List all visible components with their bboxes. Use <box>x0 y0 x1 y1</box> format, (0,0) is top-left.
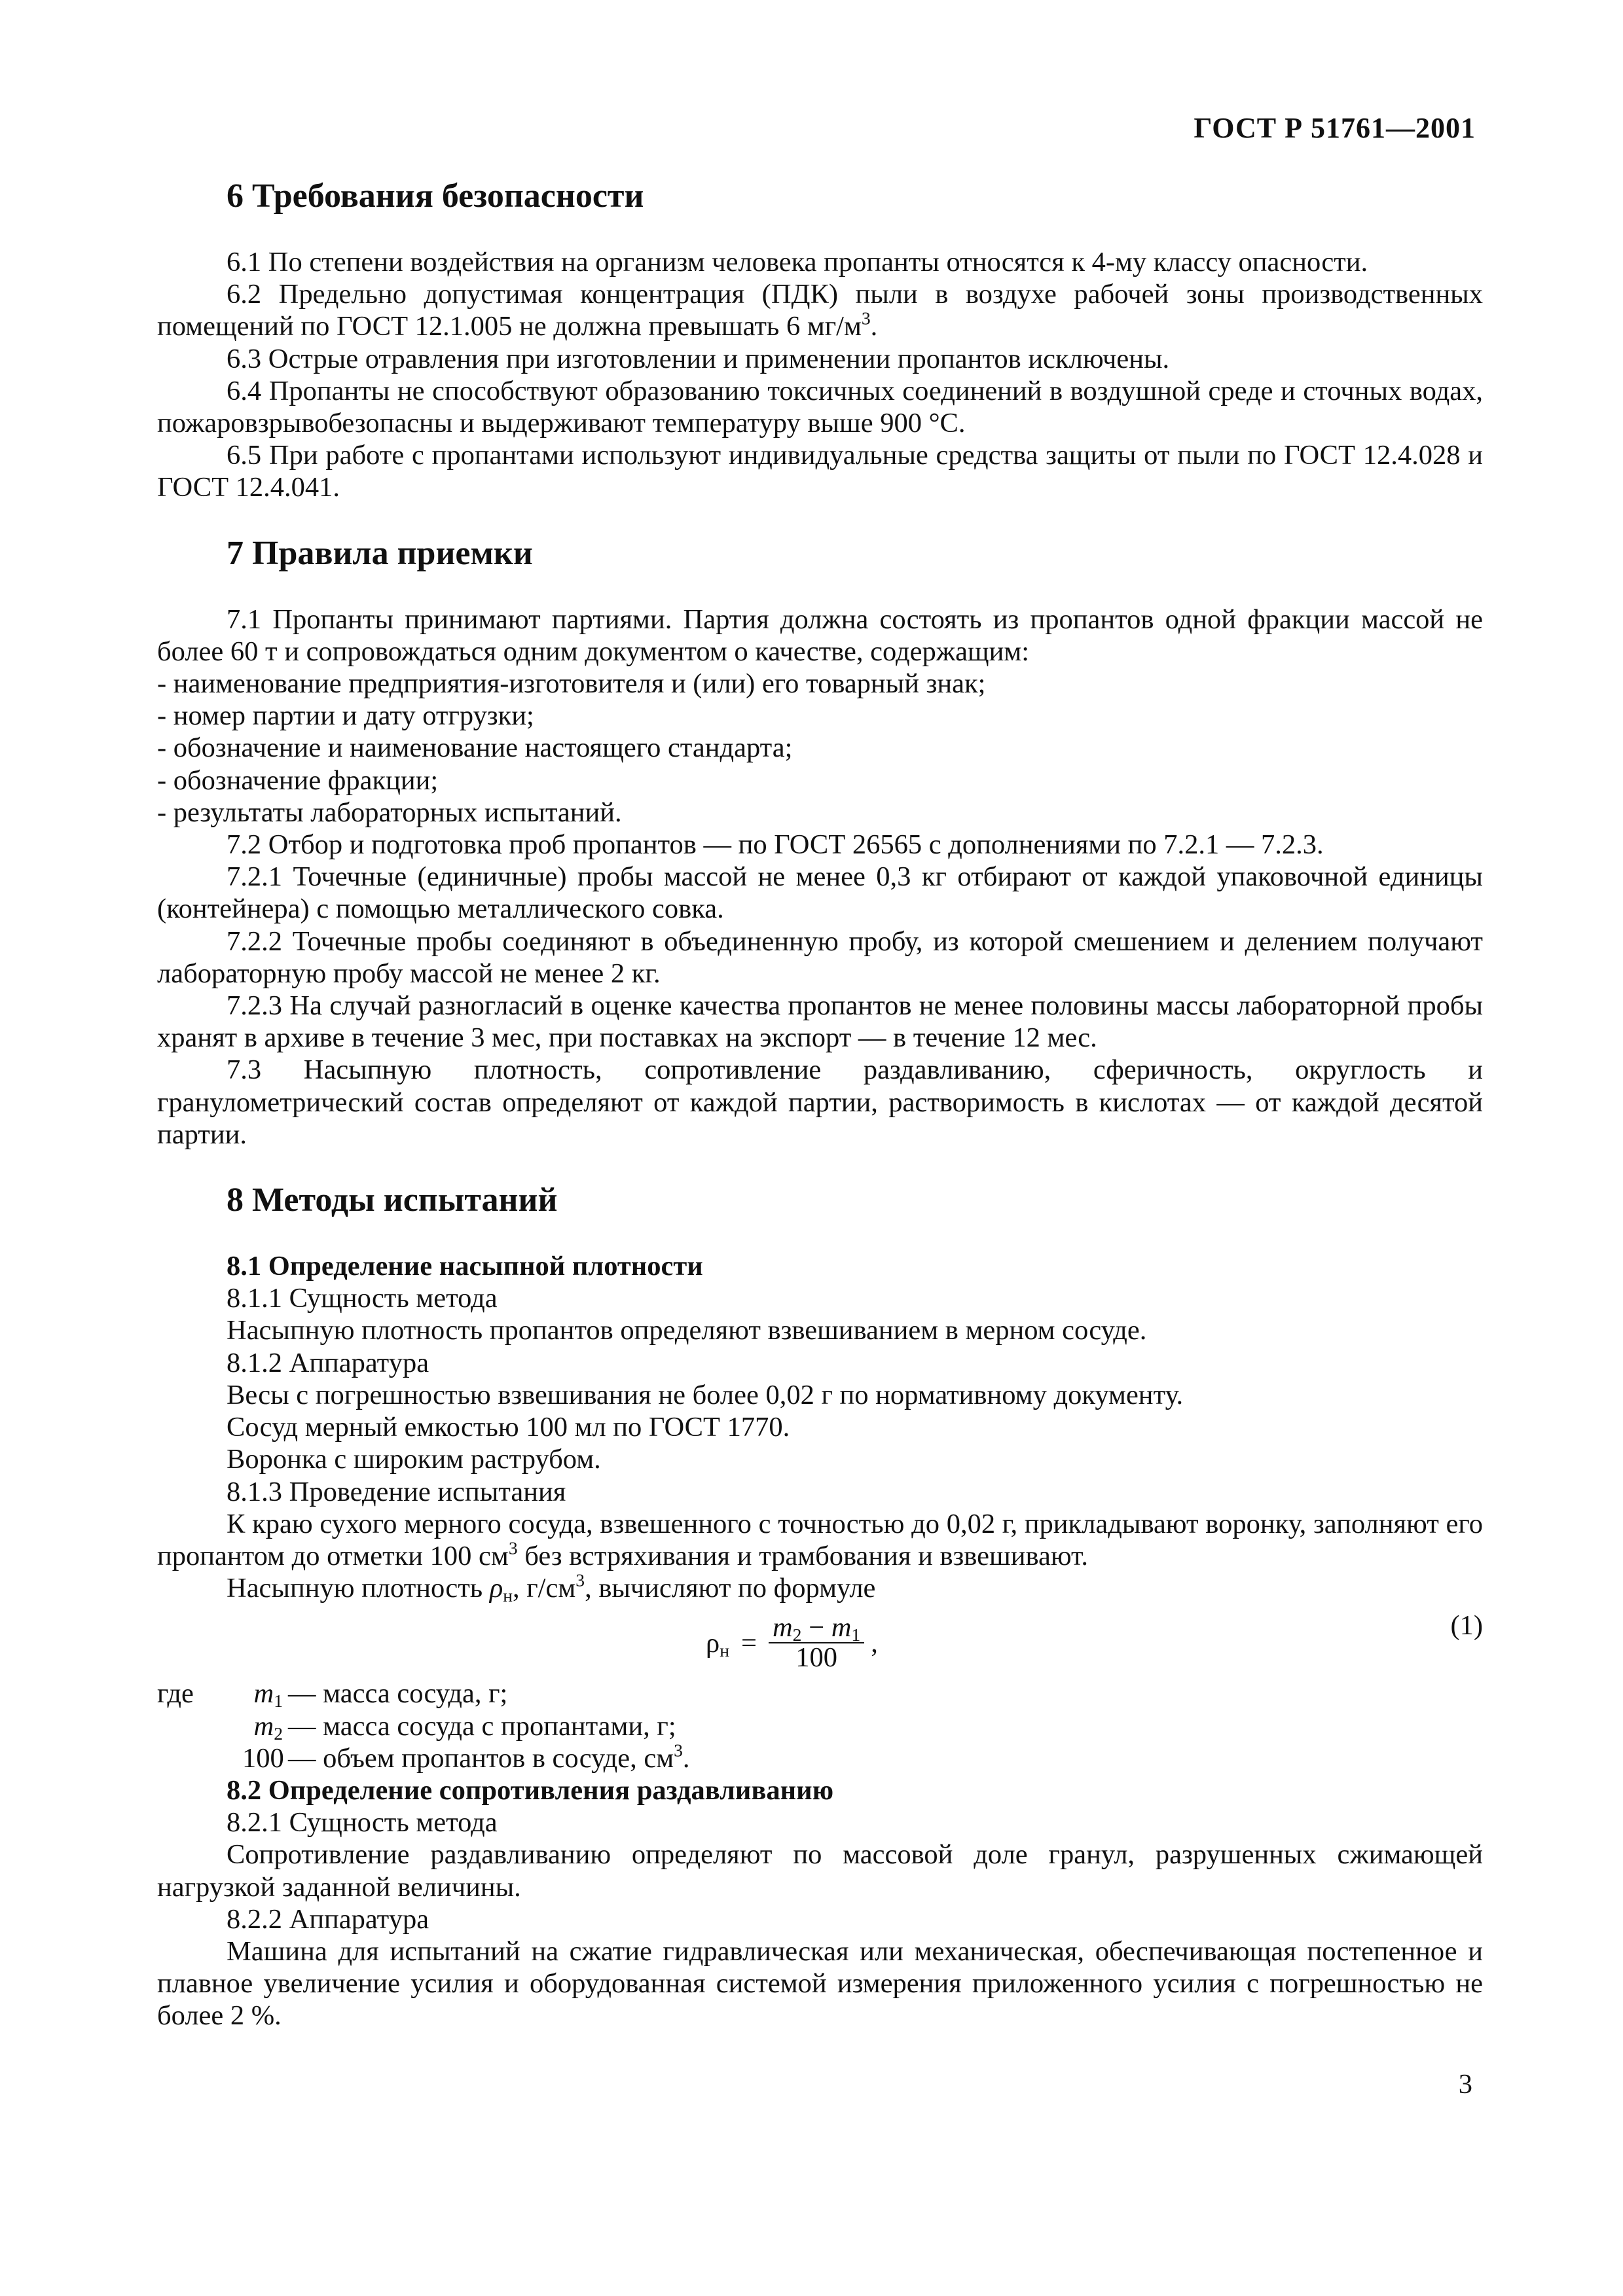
formula-legend <box>157 1677 1483 1774</box>
subsection-8-1-title: 8.1 Определение насыпной плотности <box>227 1251 703 1282</box>
subsection-8-2-title: 8.2 Определение сопротивления раздавливанию <box>227 1774 834 1806</box>
paragraph-6-4: 6.4 Пропанты не способствуют образованию токсичных соединений в воздушной среде и сточных водах, пожаровзрывобезопасны и выдерживают температуру выше 900 °С. <box>157 375 1483 439</box>
paragraph-6-3: 6.3 Острые отравления при изготовлении и применении пропантов исключены. <box>227 343 1170 374</box>
legend-text: — объем пропантов в сосуде, $см^3$. <box>288 1740 690 1774</box>
legend-text: — масса сосуда, г; <box>288 1678 508 1710</box>
legend-symbol: $m_1$ <box>253 1678 283 1712</box>
list-item: - обозначение фракции; <box>157 764 439 796</box>
formula-comma: , <box>871 1627 878 1659</box>
paragraph-7-1: 7.1 Пропанты принимают партиями. Партия должна состоять из пропантов одной фракции массой не более 60 т и сопровождаться одним документом о качестве, содержащим: <box>157 603 1483 667</box>
section-8-title: 8 Методы испытаний <box>227 1181 558 1219</box>
legend-symbol: $m_2$ <box>253 1710 283 1744</box>
apparatus-vessel: Сосуд мерный емкостью 100 мл по ГОСТ 1770. <box>227 1412 790 1443</box>
text-8-2-2: Машина для испытаний на сжатие гидравлическая или механическая, обеспечивающая постепенное и плавное увеличение усилия и оборудованная системой измерения приложенного усилия с погрешностью не более 2 %. <box>157 1935 1483 2032</box>
formula-number: (1) <box>1450 1610 1483 1641</box>
section-6-title: 6 Требования безопасности <box>227 177 644 215</box>
list-item: - номер партии и дату отгрузки; <box>157 700 534 732</box>
paragraph-7-2-3: 7.2.3 На случай разногласий в оценке качества пропантов не менее половины массы лабораторной пробы хранят в архиве в течение 3 мес, при поставках на экспорт — в течение 12 мес. <box>157 990 1483 1054</box>
list-item: - наименование предприятия-изготовителя и (или) его товарный знак; <box>157 668 986 700</box>
legend-prefix <box>157 1710 242 1742</box>
heading-8-1-3: 8.1.3 Проведение испытания <box>227 1476 566 1507</box>
text-8-1-3: К краю сухого мерного сосуда, взвешенного с точностью до 0,02 г, прикладывают воронку, заполняют его пропантом до отметки 100 $см^3$ без встряхивания и трамбования и взвешивают. <box>157 1508 1483 1571</box>
document-header: ГОСТ Р 51761—2001 <box>1194 112 1476 144</box>
formula-fraction <box>769 1613 864 1672</box>
apparatus-funnel: Воронка с широким раструбом. <box>227 1444 601 1475</box>
section-7-title: 7 Правила приемки <box>227 534 533 572</box>
paragraph-7-2-2: 7.2.2 Точечные пробы соединяют в объединенную пробу, из которой смешением и делением получают лабораторную пробу массой не менее 2 кг. <box>157 925 1483 989</box>
formula-expression <box>706 1613 878 1672</box>
legend-text: — масса сосуда с пропантами, г; <box>288 1710 676 1742</box>
paragraph-6-5: 6.5 При работе с пропантами используют индивидуальные средства защиты от пыли по ГОСТ 12.4.028 и ГОСТ 12.4.041. <box>157 440 1483 503</box>
formula-lhs: $\rho_н$ <box>706 1627 729 1660</box>
list-item: - обозначение и наименование настоящего стандарта; <box>157 732 793 764</box>
legend-prefix <box>157 1742 242 1774</box>
list-item: - результаты лабораторных испытаний. <box>157 797 622 828</box>
paragraph-6-1: 6.1 По степени воздействия на организм человека пропанты относятся к 4-му классу опасности. <box>227 247 1368 278</box>
formula-denominator: 100 <box>795 1642 837 1674</box>
heading-8-1-2: 8.1.2 Аппаратура <box>227 1347 429 1378</box>
legend-prefix: где <box>157 1678 194 1710</box>
formula-1 <box>157 1609 1483 1672</box>
paragraph-6-2: 6.2 Предельно допустимая концентрация (ПДК) пыли в воздухе рабочей зоны производственных помещений по ГОСТ 12.1.005 не должна превышать 6 $мг/м^3$. <box>157 279 1483 342</box>
heading-8-2-1: 8.2.1 Сущность метода <box>227 1807 498 1839</box>
page-content <box>157 177 1483 2032</box>
apparatus-scales: Весы с погрешностью взвешивания не более 0,02 г по нормативному документу. <box>227 1379 1184 1410</box>
heading-8-2-2: 8.2.2 Аппаратура <box>227 1903 429 1935</box>
heading-8-1-1: 8.1.1 Сущность метода <box>227 1283 498 1314</box>
formula-numerator: $m_2 - m_1$ <box>769 1613 864 1643</box>
paragraph-7-2-1: 7.2.1 Точечные (единичные) пробы массой не менее 0,3 кг отбирают от каждой упаковочной единицы (контейнера) с помощью металлического совка. <box>157 861 1483 925</box>
text-8-1-1: Насыпную плотность пропантов определяют взвешиванием в мерном сосуде. <box>227 1315 1147 1346</box>
legend-symbol: 100 <box>242 1742 284 1774</box>
page-number: 3 <box>1458 2069 1472 2100</box>
formula-intro: Насыпную плотность $\rho_н$, $г/см^3$, вычисляют по формуле <box>227 1570 876 1606</box>
formula-equals: = <box>741 1627 757 1659</box>
text-8-2-1: Сопротивление раздавливанию определяют по массовой доле гранул, разрушенных сжимающей нагрузкой заданной величины. <box>157 1839 1483 1903</box>
paragraph-7-3: 7.3 Насыпную плотность, сопротивление раздавливанию, сферичность, округлость и гранулометрический состав определяют от каждой партии, растворимость в кислотах — от каждой десятой партии. <box>157 1054 1483 1150</box>
paragraph-7-2: 7.2 Отбор и подготовка проб пропантов — по ГОСТ 26565 с дополнениями по 7.2.1 — 7.2.3. <box>227 829 1324 861</box>
